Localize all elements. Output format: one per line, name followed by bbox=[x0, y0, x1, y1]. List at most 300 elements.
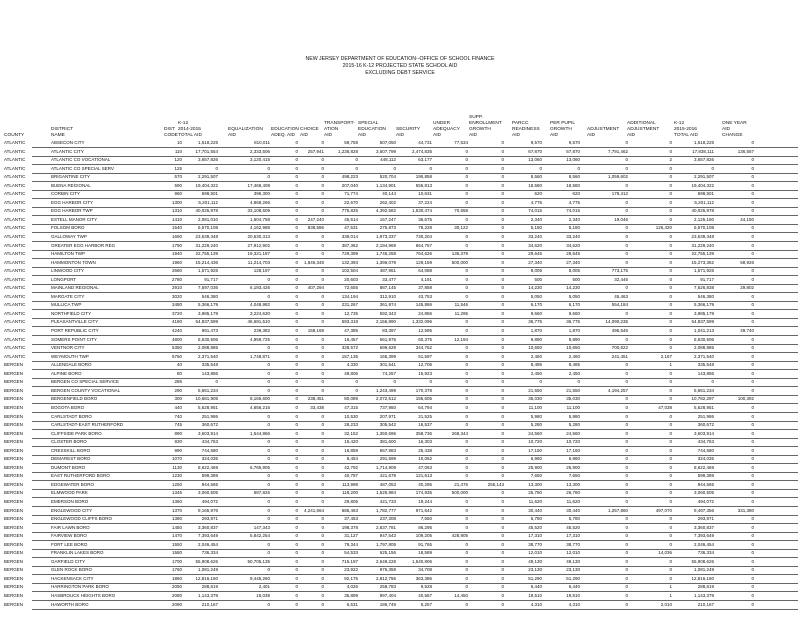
cell-one-year: 0 bbox=[751, 165, 754, 171]
header-one-year-line1: ONE YEAR bbox=[722, 121, 747, 126]
cell-one-year: 0 bbox=[751, 174, 754, 180]
cell-parcc: 13,060 bbox=[528, 157, 542, 163]
cell-adjustment: 0 bbox=[625, 584, 628, 590]
cell-per-pupil: 21,550 bbox=[566, 387, 580, 393]
cell-one-year: 0 bbox=[751, 387, 754, 393]
cell-choice: 1,846,348 bbox=[303, 259, 324, 265]
table-row bbox=[0, 558, 800, 567]
cell-dist-code: 890 bbox=[174, 430, 182, 436]
cell-education-adeq: 0 bbox=[295, 165, 298, 171]
cell-education-adeq: 0 bbox=[295, 422, 298, 428]
cell-county: ATLANTIC bbox=[4, 148, 26, 154]
cell-supp-enrollment: 0 bbox=[501, 379, 504, 385]
cell-under-adequacy: 0 bbox=[465, 575, 468, 581]
cell-choice: 0 bbox=[321, 157, 324, 163]
cell-security: 16,303 bbox=[418, 439, 432, 445]
cell-total-2014: 3,885,179 bbox=[197, 310, 218, 316]
table-row bbox=[0, 532, 800, 541]
cell-per-pupil: 45,520 bbox=[566, 524, 580, 530]
cell-total-2015: 2,046,454 bbox=[693, 541, 714, 547]
cell-total-2015: 10,782,297 bbox=[691, 396, 714, 402]
cell-county: BERGEN bbox=[4, 584, 24, 590]
cell-per-pupil: 6,170 bbox=[568, 302, 580, 308]
cell-special-ed: 421,679 bbox=[379, 473, 396, 479]
cell-education-adeq: 0 bbox=[295, 216, 298, 222]
header-dist-code-line3: CODE bbox=[164, 133, 178, 138]
table-row bbox=[0, 421, 800, 430]
cell-education-adeq: 0 bbox=[295, 148, 298, 154]
cell-one-year: 0 bbox=[751, 498, 754, 504]
cell-special-ed: 305,542 bbox=[379, 422, 396, 428]
cell-transportation: 207,040 bbox=[341, 182, 358, 188]
cell-total-2014: 991,473 bbox=[201, 328, 218, 334]
cell-equalization: 9,445,260 bbox=[249, 575, 270, 581]
cell-parcc: 8,005 bbox=[530, 268, 542, 274]
cell-one-year: 0 bbox=[751, 336, 754, 342]
cell-district: ALLENDALE BORO bbox=[51, 362, 92, 368]
table-row bbox=[0, 242, 800, 251]
cell-total-2014: 23,639,348 bbox=[195, 234, 218, 240]
cell-adjustment: 241,451 bbox=[611, 353, 628, 359]
cell-transportation: 79,344 bbox=[344, 541, 358, 547]
cell-adjustment: 0 bbox=[625, 310, 628, 316]
cell-dist-code: 110 bbox=[174, 148, 182, 154]
cell-adjustment: 0 bbox=[625, 413, 628, 419]
cell-transportation: 10,530 bbox=[344, 413, 358, 419]
cell-education-adeq: 0 bbox=[295, 490, 298, 496]
cell-supp-enrollment: 0 bbox=[501, 182, 504, 188]
cell-transportation: 198,378 bbox=[341, 524, 358, 530]
cell-total-2014: 22,755,139 bbox=[195, 251, 218, 257]
cell-adjustment: 0 bbox=[625, 490, 628, 496]
aid-table bbox=[0, 139, 800, 609]
cell-one-year: 0 bbox=[751, 439, 754, 445]
cell-total-2015: 288,619 bbox=[697, 584, 714, 590]
cell-county: ATLANTIC bbox=[4, 208, 26, 214]
cell-transportation: 0 bbox=[355, 165, 358, 171]
cell-choice: 0 bbox=[321, 464, 324, 470]
table-row bbox=[0, 361, 800, 370]
cell-per-pupil: 4,775 bbox=[568, 199, 580, 205]
cell-one-year: 0 bbox=[751, 541, 754, 547]
cell-dist-code: 80 bbox=[176, 370, 182, 376]
cell-choice: 0 bbox=[321, 370, 324, 376]
cell-one-year: 0 bbox=[751, 413, 754, 419]
cell-transportation: 71,774 bbox=[344, 191, 358, 197]
cell-per-pupil: 24,560 bbox=[566, 430, 580, 436]
cell-under-adequacy: 0 bbox=[465, 276, 468, 282]
table-row bbox=[0, 293, 800, 302]
cell-one-year: 0 bbox=[751, 592, 754, 598]
cell-security: 86,295 bbox=[418, 524, 432, 530]
cell-transportation: 59,759 bbox=[344, 140, 358, 145]
cell-under-adequacy: 500,000 bbox=[451, 259, 468, 265]
cell-total-2014: 143,886 bbox=[201, 370, 218, 376]
cell-total-2014: 3,060,505 bbox=[197, 490, 218, 496]
cell-security: 40,567 bbox=[418, 592, 432, 598]
cell-choice: 0 bbox=[321, 447, 324, 453]
cell-parcc: 0 bbox=[539, 379, 542, 385]
cell-per-pupil: 18,580 bbox=[566, 182, 580, 188]
cell-dist-code: 1690 bbox=[171, 234, 182, 240]
cell-adjustment: 14,090,235 bbox=[605, 319, 628, 325]
cell-security: 764,626 bbox=[415, 251, 432, 257]
cell-transportation: 775,825 bbox=[341, 208, 358, 214]
table-row bbox=[0, 301, 800, 310]
table-row bbox=[0, 336, 800, 345]
cell-equalization: 0 bbox=[267, 601, 270, 607]
cell-special-ed: 301,541 bbox=[379, 362, 396, 368]
header-total-2014-line2: 2014-2015 bbox=[178, 127, 201, 132]
cell-supp-enrollment: 0 bbox=[501, 430, 504, 436]
cell-total-2014: 8,622,469 bbox=[197, 464, 218, 470]
cell-adjustment: 0 bbox=[625, 567, 628, 573]
cell-total-2015: 944,565 bbox=[697, 481, 714, 487]
cell-security: 37,224 bbox=[418, 199, 432, 205]
cell-parcc: 67,870 bbox=[528, 148, 542, 154]
cell-security: 730,204 bbox=[415, 234, 432, 240]
cell-equalization: 6,193,426 bbox=[249, 285, 270, 291]
cell-additional: 0 bbox=[669, 516, 672, 522]
cell-district: SOMERS POINT CITY bbox=[51, 336, 97, 342]
table-row bbox=[0, 318, 800, 327]
cell-education-adeq: 0 bbox=[295, 259, 298, 265]
cell-county: ATLANTIC bbox=[4, 191, 26, 197]
cell-choice: 0 bbox=[321, 208, 324, 214]
cell-adjustment: 0 bbox=[625, 379, 628, 385]
cell-under-adequacy: 0 bbox=[465, 567, 468, 573]
cell-choice: 0 bbox=[321, 541, 324, 547]
cell-equalization: 0 bbox=[267, 387, 270, 393]
cell-dist-code: 3020 bbox=[171, 293, 182, 299]
cell-special-ed: 165,399 bbox=[379, 353, 396, 359]
cell-parcc: 74,015 bbox=[528, 208, 542, 214]
cell-security: 60,375 bbox=[418, 336, 432, 342]
cell-under-adequacy: 77,534 bbox=[454, 140, 468, 145]
cell-total-2014: 944,565 bbox=[201, 481, 218, 487]
cell-equalization: 0 bbox=[267, 473, 270, 479]
cell-district: HAMMONTON TOWN bbox=[51, 259, 96, 265]
cell-dist-code: 10 bbox=[176, 140, 182, 145]
cell-security: 4,191 bbox=[420, 276, 432, 282]
header-transportation-line2: ATION bbox=[324, 127, 339, 132]
cell-per-pupil: 6,960 bbox=[568, 456, 580, 462]
cell-education-adeq: 0 bbox=[295, 447, 298, 453]
cell-supp-enrollment: 0 bbox=[501, 310, 504, 316]
cell-security: 7,650 bbox=[420, 516, 432, 522]
cell-adjustment: 0 bbox=[625, 498, 628, 504]
cell-district: ATLANTIC CO VOCATIONAL bbox=[51, 157, 111, 163]
cell-education-adeq: 0 bbox=[295, 387, 298, 393]
table-row bbox=[0, 165, 800, 174]
cell-per-pupil: 6,440 bbox=[568, 584, 580, 590]
cell-equalization: 239,382 bbox=[253, 328, 270, 334]
cell-equalization: 20,530,313 bbox=[247, 234, 270, 240]
cell-education-adeq: 0 bbox=[295, 268, 298, 274]
cell-additional: 1 bbox=[669, 584, 672, 590]
cell-equalization: 2,401 bbox=[258, 584, 270, 590]
cell-transportation: 48,806 bbox=[344, 370, 358, 376]
cell-one-year: 0 bbox=[751, 524, 754, 530]
cell-total-2015: 360,672 bbox=[697, 422, 714, 428]
cell-additional: 0 bbox=[669, 456, 672, 462]
cell-special-ed: 262,402 bbox=[379, 199, 396, 205]
cell-security: 36,675 bbox=[418, 216, 432, 222]
cell-adjustment: 0 bbox=[625, 481, 628, 487]
cell-total-2015: 5,201,112 bbox=[694, 199, 714, 205]
cell-district: CLOSTER BORO bbox=[51, 439, 87, 445]
cell-additional: 0 bbox=[669, 259, 672, 265]
cell-additional: 0 bbox=[669, 242, 672, 248]
cell-adjustment: 700,622 bbox=[611, 345, 628, 351]
cell-district: CLIFFSIDE PARK BORO bbox=[51, 430, 102, 436]
cell-security: 6,257 bbox=[420, 601, 432, 607]
cell-supp-enrollment: 0 bbox=[501, 234, 504, 240]
header-parcc-line3: AID bbox=[512, 133, 520, 138]
header-transportation-line1: TRANSPORT- bbox=[324, 121, 355, 126]
cell-total-2015: 1,518,225 bbox=[693, 140, 714, 145]
table-row bbox=[0, 207, 800, 216]
table-row bbox=[0, 515, 800, 524]
cell-special-ed: 667,983 bbox=[379, 447, 396, 453]
cell-education-adeq: 0 bbox=[295, 242, 298, 248]
cell-adjustment: 0 bbox=[625, 251, 628, 257]
table-row bbox=[0, 455, 800, 464]
cell-per-pupil: 23,130 bbox=[566, 567, 580, 573]
cell-supp-enrollment: 0 bbox=[501, 259, 504, 265]
cell-under-adequacy: 0 bbox=[465, 396, 468, 402]
cell-equalization: 0 bbox=[267, 507, 270, 513]
cell-under-adequacy: 428,905 bbox=[451, 533, 468, 539]
cell-education-adeq: 0 bbox=[295, 430, 298, 436]
cell-county: ATLANTIC bbox=[4, 319, 26, 325]
cell-transportation: 54,533 bbox=[344, 550, 358, 556]
cell-supp-enrollment: 0 bbox=[501, 345, 504, 351]
cell-county: ATLANTIC bbox=[4, 199, 26, 205]
cell-per-pupil: 25,900 bbox=[566, 464, 580, 470]
cell-equalization: 0 bbox=[267, 541, 270, 547]
cell-county: ATLANTIC bbox=[4, 251, 26, 257]
cell-supp-enrollment: 0 bbox=[501, 413, 504, 419]
cell-total-2014: 2,046,454 bbox=[197, 541, 218, 547]
cell-per-pupil: 74,015 bbox=[566, 208, 580, 214]
cell-total-2014: 293,971 bbox=[201, 516, 218, 522]
cell-per-pupil: 5,180 bbox=[568, 225, 580, 231]
cell-per-pupil: 8,005 bbox=[568, 268, 580, 274]
cell-additional: 2,167 bbox=[660, 353, 672, 359]
cell-parcc: 2,340 bbox=[530, 216, 542, 222]
cell-choice: 4,241,664 bbox=[303, 507, 324, 513]
cell-transportation: 23,922 bbox=[344, 567, 358, 573]
cell-transportation: 157,135 bbox=[341, 353, 358, 359]
header-parcc-line1: PARCC bbox=[512, 121, 529, 126]
cell-choice: 0 bbox=[321, 182, 324, 188]
cell-county: BERGEN bbox=[4, 575, 24, 581]
cell-adjustment: 0 bbox=[625, 259, 628, 265]
cell-district: DUMONT BORO bbox=[51, 464, 86, 470]
cell-one-year: 0 bbox=[751, 310, 754, 316]
cell-district: MAINLAND REGIONAL bbox=[51, 285, 99, 291]
cell-additional: 0 bbox=[669, 251, 672, 257]
cell-additional: 0 bbox=[669, 524, 672, 530]
cell-adjustment: 0 bbox=[625, 575, 628, 581]
cell-total-2014: 64,837,599 bbox=[195, 319, 218, 325]
cell-adjustment: 0 bbox=[625, 439, 628, 445]
cell-education-adeq: 0 bbox=[295, 362, 298, 368]
cell-equalization: 687,826 bbox=[253, 490, 270, 496]
table-row bbox=[0, 566, 800, 575]
cell-equalization: 46,591,510 bbox=[247, 319, 270, 325]
cell-total-2015: 3,360,837 bbox=[693, 524, 714, 530]
cell-dist-code: 290 bbox=[174, 387, 182, 393]
cell-parcc: 13,300 bbox=[528, 481, 542, 487]
cell-total-2014: 9,165,976 bbox=[197, 507, 218, 513]
cell-additional: 0 bbox=[669, 234, 672, 240]
cell-dist-code: 1940 bbox=[171, 251, 182, 257]
table-row bbox=[0, 173, 800, 182]
cell-under-adequacy: 0 bbox=[465, 439, 468, 445]
cell-total-2014: 5,628,951 bbox=[197, 404, 218, 410]
header-choice-line2: CHOICE bbox=[300, 127, 319, 132]
cell-total-2014: 546,380 bbox=[201, 293, 218, 299]
cell-parcc: 500 bbox=[534, 276, 542, 282]
cell-security: 18,589 bbox=[418, 550, 432, 556]
cell-county: ATLANTIC bbox=[4, 174, 26, 180]
cell-one-year: 0 bbox=[751, 199, 754, 205]
cell-parcc: 620 bbox=[534, 191, 542, 197]
cell-total-2014: 2,371,540 bbox=[197, 353, 218, 359]
cell-transportation: 20,603 bbox=[344, 276, 358, 282]
cell-one-year: 0 bbox=[751, 370, 754, 376]
cell-county: ATLANTIC bbox=[4, 276, 26, 282]
cell-district: ELMWOOD PARK bbox=[51, 490, 88, 496]
cell-dist-code: 745 bbox=[174, 422, 182, 428]
header-adjustment-line4: AID bbox=[587, 133, 595, 138]
cell-equalization: 0 bbox=[267, 379, 270, 385]
cell-dist-code: 300 bbox=[174, 396, 182, 402]
cell-choice: 0 bbox=[321, 584, 324, 590]
table-row bbox=[0, 156, 800, 165]
cell-county: BERGEN bbox=[4, 533, 24, 539]
cell-education-adeq: 0 bbox=[295, 336, 298, 342]
cell-total-2014: 335,548 bbox=[201, 362, 218, 368]
cell-security: 34,708 bbox=[418, 567, 432, 573]
cell-one-year: 0 bbox=[751, 481, 754, 487]
cell-total-2015: 3,885,179 bbox=[693, 310, 714, 316]
cell-county: ATLANTIC bbox=[4, 293, 26, 299]
cell-supp-enrollment: 0 bbox=[501, 558, 504, 564]
cell-education-adeq: 0 bbox=[295, 516, 298, 522]
cell-per-pupil: 9,570 bbox=[568, 140, 580, 145]
cell-transportation: 102,504 bbox=[341, 268, 358, 274]
cell-supp-enrollment: 0 bbox=[501, 498, 504, 504]
cell-supp-enrollment: 0 bbox=[501, 404, 504, 410]
cell-adjustment: 0 bbox=[625, 601, 628, 607]
cell-special-ed: 625,156 bbox=[379, 550, 396, 556]
cell-total-2015: 599,389 bbox=[697, 473, 714, 479]
cell-county: ATLANTIC bbox=[4, 259, 26, 265]
cell-under-adequacy: 11,295 bbox=[454, 310, 468, 316]
cell-district: PLEASANTVILLE CITY bbox=[51, 319, 99, 325]
cell-education-adeq: 0 bbox=[295, 319, 298, 325]
header-choice-line3: AID bbox=[300, 133, 308, 138]
cell-total-2014: 2,081,010 bbox=[197, 216, 218, 222]
cell-one-year: 44,150 bbox=[740, 216, 754, 222]
cell-choice: 0 bbox=[321, 165, 324, 171]
cell-special-ed: 167,247 bbox=[379, 216, 396, 222]
cell-education-adeq: 0 bbox=[295, 541, 298, 547]
cell-additional: 0 bbox=[669, 208, 672, 214]
cell-per-pupil: 29,645 bbox=[566, 251, 580, 257]
header-additional-line2: ADDITIONAL bbox=[627, 121, 656, 126]
cell-per-pupil: 620 bbox=[572, 191, 580, 197]
cell-total-2014: 19,404,322 bbox=[195, 182, 218, 188]
cell-under-adequacy: 0 bbox=[465, 174, 468, 180]
table-row bbox=[0, 498, 800, 507]
cell-additional: 0 bbox=[669, 345, 672, 351]
cell-additional: 0 bbox=[669, 336, 672, 342]
header-parcc-line2: READINESS bbox=[512, 127, 540, 132]
cell-additional: 0 bbox=[669, 148, 672, 154]
cell-additional: 2 bbox=[669, 157, 672, 163]
cell-education-adeq: 0 bbox=[295, 310, 298, 316]
cell-adjustment: 0 bbox=[625, 516, 628, 522]
cell-total-2015: 324,035 bbox=[697, 456, 714, 462]
cell-transportation: 22,670 bbox=[344, 199, 358, 205]
cell-per-pupil: 11,620 bbox=[566, 498, 580, 504]
cell-transportation: 8,454 bbox=[346, 456, 358, 462]
cell-supp-enrollment: 0 bbox=[501, 601, 504, 607]
cell-education-adeq: 0 bbox=[295, 140, 298, 145]
cell-security: 2,474,835 bbox=[411, 148, 432, 154]
cell-equalization: 0 bbox=[267, 422, 270, 428]
cell-supp-enrollment: 0 bbox=[501, 336, 504, 342]
cell-security: 63,177 bbox=[418, 157, 432, 163]
cell-transportation: 28,233 bbox=[344, 422, 358, 428]
cell-supp-enrollment: 0 bbox=[501, 447, 504, 453]
cell-security: 174,935 bbox=[415, 490, 432, 496]
cell-total-2014: 0 bbox=[215, 165, 218, 171]
cell-parcc: 9,890 bbox=[530, 336, 542, 342]
cell-education-adeq: 0 bbox=[295, 592, 298, 598]
table-row bbox=[0, 216, 800, 225]
cell-additional: 0 bbox=[669, 199, 672, 205]
cell-parcc: 25,900 bbox=[528, 464, 542, 470]
cell-security: 0 bbox=[429, 379, 432, 385]
cell-security: 10,631 bbox=[418, 191, 432, 197]
cell-county: BERGEN bbox=[4, 516, 24, 522]
cell-transportation: 47,385 bbox=[344, 328, 358, 334]
cell-education-adeq: 0 bbox=[295, 575, 298, 581]
cell-dist-code: 1700 bbox=[171, 558, 182, 564]
cell-equalization: 0 bbox=[267, 481, 270, 487]
cell-education-adeq: 0 bbox=[295, 302, 298, 308]
cell-equalization: 1,544,866 bbox=[249, 430, 270, 436]
table-row bbox=[0, 489, 800, 498]
cell-supp-enrollment: 0 bbox=[501, 592, 504, 598]
cell-transportation: 40,797 bbox=[344, 473, 358, 479]
cell-total-2014: 434,763 bbox=[201, 439, 218, 445]
header-education-adeq-line2: EDUCATION bbox=[271, 127, 299, 132]
cell-under-adequacy: 0 bbox=[465, 498, 468, 504]
cell-under-adequacy: 0 bbox=[465, 558, 468, 564]
cell-per-pupil: 10,720 bbox=[566, 439, 580, 445]
cell-total-2014: 288,619 bbox=[201, 584, 218, 590]
cell-security: 40,295 bbox=[418, 481, 432, 487]
cell-dist-code: 740 bbox=[174, 413, 182, 419]
cell-parcc: 5,050 bbox=[530, 293, 542, 299]
cell-special-ed: 186,749 bbox=[379, 601, 396, 607]
